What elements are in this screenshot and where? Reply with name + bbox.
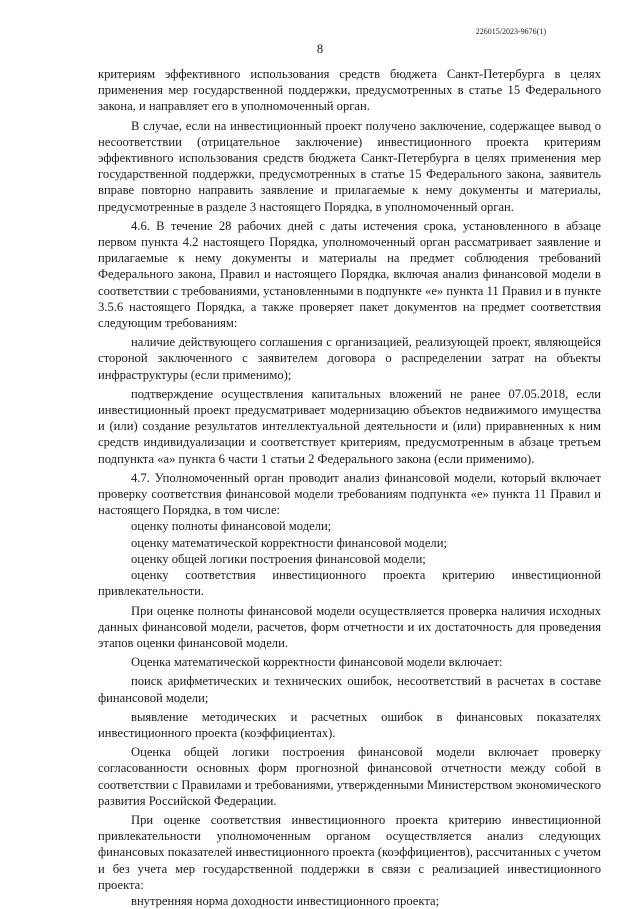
paragraph: 4.6. В течение 28 рабочих дней с даты истечения срока, установленного в абзаце первом пункта 4.2 настоящего Порядка, уполномоченный орган рассматривает заявление и прилагаемые к нему документы и материалы на предмет соблюдения требований Федерального закона, Правил и настоящего Порядка, включая анализ финансовой модели в соответствии с требованиями, установленными в подпункте «е» пункта 11 Правил и в пункте 3.5.6 настоящего Порядка, а также проверяет пакет документов на предмет соответствия следующим требованиям: xyxy=(98,218,601,331)
list-item: внутренняя норма доходности инвестиционного проекта; xyxy=(131,893,440,908)
page-number: 8 xyxy=(316,42,324,56)
document-number: 226015/2023-9676(1) xyxy=(475,27,546,36)
list-item: подтверждение осуществления капитальных вложений не ранее 07.05.2018, если инвестиционный проект предусматривает модернизацию объектов недвижимого имущества и (или) создание результатов интеллектуальной деятельности и (или) приравненных к ним средств индивидуализации и соответствует критериям, предусмотренным в абзаце третьем подпункта «а» пункта 6 части 1 статьи 2 Федерального закона (если применимо). xyxy=(98,386,601,466)
paragraph: В случае, если на инвестиционный проект получено заключение, содержащее вывод о несоответствии (отрицательное заключение) инвестиционного проекта критериям эффективного использования средств бюджета Санкт-Петербурга в целях применения мер государственной поддержки, предусмотренных в статье 15 Федерального закона, заявитель вправе повторно направить заявление и прилагаемые к нему документы и материалы, предусмотренные в разделе 3 настоящего Порядка, в уполномоченный орган. xyxy=(98,118,601,214)
paragraph: При оценке соответствия инвестиционного проекта критерию инвестиционной привлекательности уполномоченным органом осуществляется анализ следующих финансовых показателей инвестиционного проекта (коэффициентов), рассчитанных с учетом и без учета мер государственной поддержки в связи с реализацией инвестиционного проекта: xyxy=(98,812,601,892)
paragraph: Оценка общей логики построения финансовой модели включает проверку согласованности основных форм прогнозной финансовой отчетности между собой в соответствии с Правилами и требованиями, утвержденными Министерством экономического развития Российской Федерации. xyxy=(98,745,601,808)
list-item: оценку полноты финансовой модели; xyxy=(131,519,332,534)
list-item: поиск арифметических и технических ошибок, несоответствий в расчетах в составе финансовой модели; xyxy=(98,674,601,705)
paragraph: Оценка математической корректности финансовой модели включает: xyxy=(131,655,503,670)
document-body xyxy=(98,66,601,909)
paragraph: При оценке полноты финансовой модели осуществляется проверка наличия исходных данных финансовой модели, расчетов, форм отчетности и их достаточность для проведения этапов оценки финансовой модели. xyxy=(98,603,601,650)
list-item: выявление методических и расчетных ошибок в финансовых показателях инвестиционного проекта (коэффициентах). xyxy=(98,709,601,740)
list-item: оценку математической корректности финансовой модели; xyxy=(131,535,447,550)
paragraph: 4.7. Уполномоченный орган проводит анализ финансовой модели, который включает проверку соответствия финансовой модели требованиям подпункта «е» пункта 11 Правил и настоящего Порядка, в том числе: xyxy=(98,470,601,518)
paragraph: критериям эффективного использования средств бюджета Санкт-Петербурга в целях применения мер государственной поддержки, предусмотренных в статье 15 Федерального закона, и направляет его в уполномоченный орган. xyxy=(98,67,601,114)
list-item: оценку соответствия инвестиционного проекта критерию инвестиционной привлекательности. xyxy=(98,568,601,599)
list-item: оценку общей логики построения финансовой модели; xyxy=(131,551,426,566)
list-item: наличие действующего соглашения с организацией, реализующей проект, являющейся стороной заключенного с заявителем договора о распределении затрат на объекты инфраструктуры (если применимо); xyxy=(98,335,601,382)
